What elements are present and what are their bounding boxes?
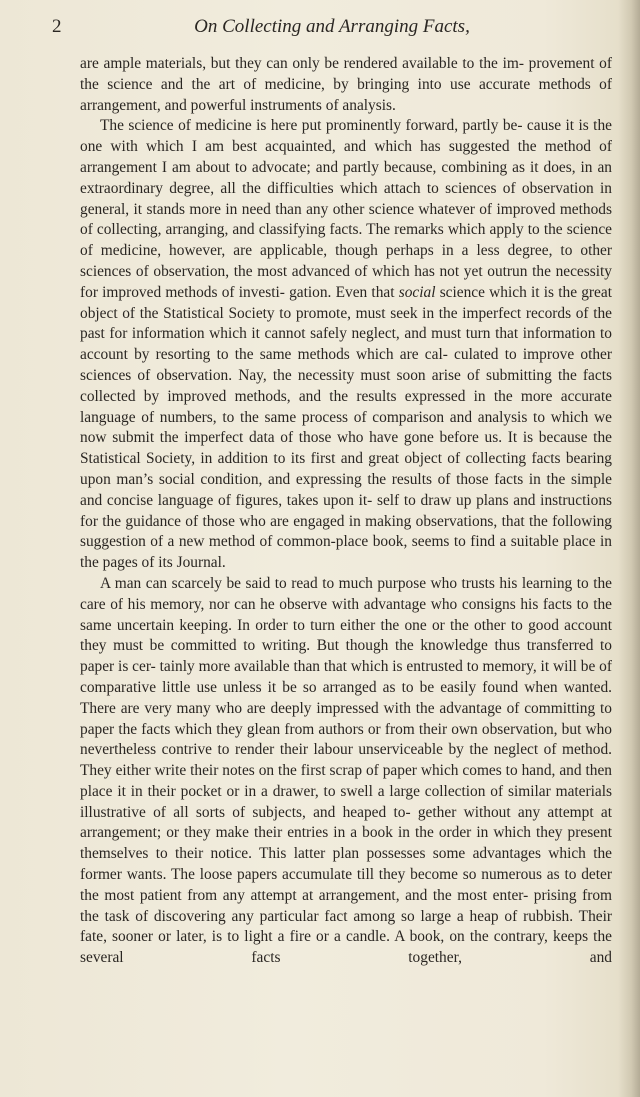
page-header xyxy=(52,16,612,42)
page-number: 2 xyxy=(52,16,62,37)
text-segment: science which it is the great object of the Statistical Society to promote, must seek in the imperfect records of the past for information which it cannot safely neglect, and must turn that information to account by resorting to the same methods which are cal- culated to improve other sciences of observation. Nay, the necessity must soon arise of submitting the facts collected by improved methods, and the results expressed in the more accurate language of numbers, to the same process of comparison and analysis to which we now submit the imperfect data of those who have gone before us. It is because the Statistical Society, in addition to its first and great object of collecting facts bearing upon man’s social condition, and expressing the results of those facts in the simple and concise language of figures, takes upon it- self to draw up plans and instructions for the guidance of those who are engaged in making observations, that the following suggestion of a new method of common-place book, seems to find a suitable place in the pages of its Journal. xyxy=(80,283,612,572)
italic-social: social xyxy=(398,283,436,301)
running-title: On Collecting and Arranging Facts, xyxy=(194,16,470,37)
paragraph-continued xyxy=(80,54,612,116)
page-edge-shadow xyxy=(618,0,640,1097)
paragraph-science-of-medicine xyxy=(80,116,612,574)
text-segment: are ample materials, but they can only be rendered available to the im- provement of the science and the art of medicine, by bringing into use accurate methods of arrangement, and powerful instruments of analysis. xyxy=(80,55,612,114)
paragraph-memory xyxy=(80,574,612,969)
text-segment: A man can scarcely be said to read to much purpose who trusts his learning to the care of his memory, nor can he observe with advantage who consigns his facts to the same uncertain keeping. In order to turn either the one or the other to good account they must be committed to writing. But though the knowledge thus transferred to paper is cer- tainly more available than that which is entrusted to memory, it will be of comparative little use unless it be so arranged as to be easily found when wanted. There are very many who are deeply impressed with the advantage of committing to paper the facts which they glean from authors or from their own observation, but who nevertheless contrive to render their labour unserviceable by the neglect of method. They either write their notes on the first scrap of paper which comes to hand, and then place it in their pocket or in a drawer, to swell a large collection of similar materials illustrative of all sorts of subjects, and heaped to- gether without any attempt at arrangement; or they make their entries in a book in the order in which they present themselves to their notice. This latter plan possesses some advantages which the former wants. The loose papers accumulate till they become so numerous as to deter the most patient from any attempt at arrangement, and the most enter- prising from the task of discovering any particular fact among so large a heap of rubbish. Their fate, sooner or later, is to light a fire or a candle. A book, on the contrary, keeps the several facts together, and xyxy=(80,574,612,967)
body-text xyxy=(80,54,612,969)
text-segment: The science of medicine is here put prominently forward, partly be- cause it is the one with which I am best acquainted, and which has suggested the method of arrangement I am about to advocate; and partly because, combining as it does, in an extraordinary degree, all the difficulties which attach to sciences of observation in general, it stands more in need than any other science whatever of improved methods of collecting, arranging, and classifying facts. The remarks which apply to the science of medicine, however, are applicable, though perhaps in a less degree, to other sciences of observation, the most advanced of which has not yet outrun the necessity for improved methods of investi- gation. Even that xyxy=(80,117,612,301)
